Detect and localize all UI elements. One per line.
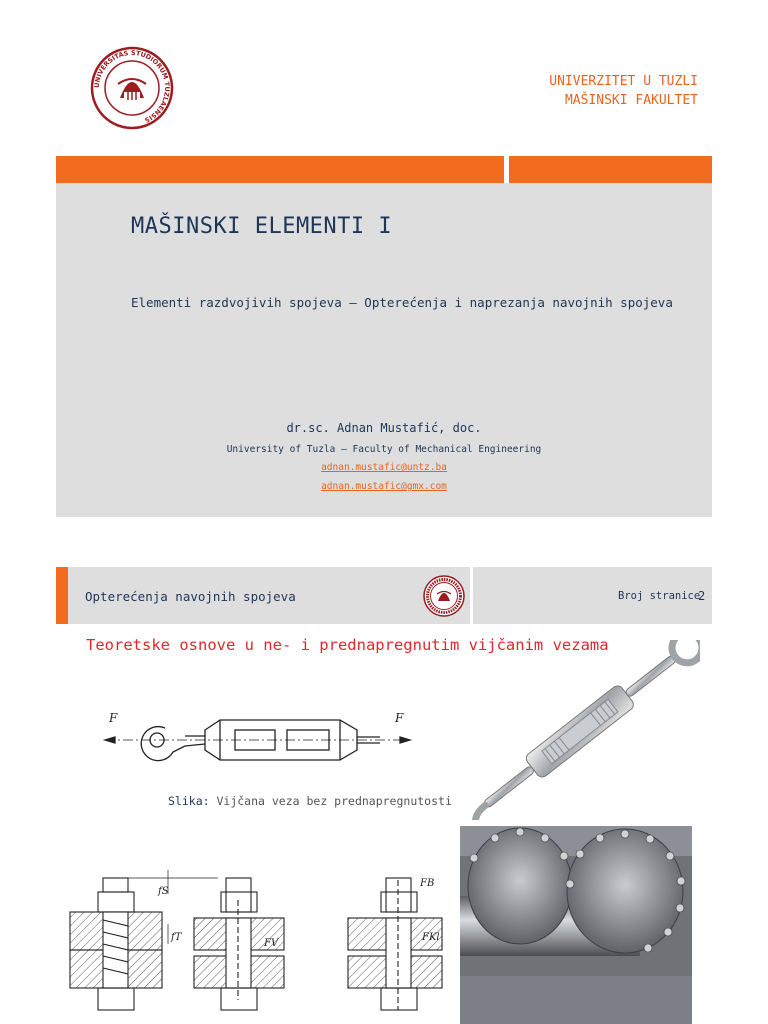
caption-label: Slika: [168, 794, 210, 808]
header-accent-bar [56, 567, 68, 624]
author-name: dr.sc. Adnan Mustafić, doc. [286, 421, 482, 435]
presentation-title: MAŠINSKI ELEMENTI I [131, 214, 393, 239]
fv-label: FV [264, 938, 279, 949]
force-label-right: F [395, 711, 404, 725]
caption-text: Vijčana veza bez prednapregnutosti [209, 794, 452, 808]
author-affiliation: University of Tuzla – Faculty of Mechanical Engineering [226, 444, 542, 455]
bolt-joint-diagrams [68, 860, 448, 1020]
university-seal-logo-small [423, 575, 465, 617]
fs-label: fS [158, 886, 169, 897]
header-divider [470, 567, 473, 624]
svg-text:UNIVERSITAS STUDIORUM TUZLAENS: UNIVERSITAS STUDIORUM TUZLAENSIS [92, 48, 172, 125]
fb-label: FB [420, 878, 435, 889]
university-name-block [549, 72, 698, 110]
page-number-label: Broj stranice [618, 590, 701, 602]
force-label-left: F [109, 711, 118, 725]
faculty-name: MAŠINSKI FAKULTET [564, 93, 698, 108]
turnbuckle-photo [470, 640, 700, 820]
email-link-untz[interactable]: adnan.mustafic@untz.ba [321, 462, 447, 473]
fkl-label: FKl [422, 932, 440, 943]
figure-caption [168, 794, 452, 808]
presentation-subtitle: Elementi razdvojivih spojeva – Opterećenja i naprezanja navojnih spojeva [131, 295, 673, 310]
orange-bar-right [509, 156, 712, 183]
section-title: Teoretske osnove u ne- i prednapregnutim vijčanim vezama [86, 636, 609, 654]
slide-header-title: Opterećenja navojnih spojeva [85, 589, 296, 604]
ft-label: fT [171, 932, 182, 943]
page-number: 2 [698, 589, 706, 603]
turnbuckle-diagram [95, 700, 420, 775]
university-name: UNIVERZITET U TUZLI [549, 74, 698, 89]
bolted-flange-photo [460, 826, 692, 1024]
orange-bar-left [56, 156, 504, 183]
university-seal-logo [90, 46, 174, 130]
email-link-gmx[interactable]: adnan.mustafic@gmx.com [321, 481, 447, 492]
